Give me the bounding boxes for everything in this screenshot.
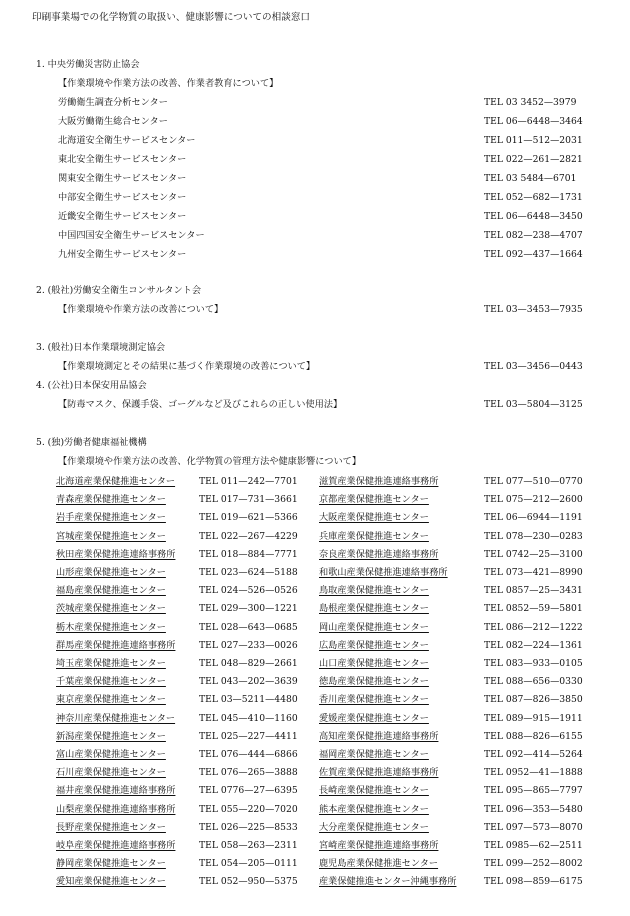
center-link[interactable]: 和歌山産業保健推進連絡事務所 <box>319 567 448 578</box>
center-tel: TEL 043—202—3639 <box>199 676 298 688</box>
center-tel: TEL 022—267—4229 <box>199 530 298 542</box>
center-link[interactable]: 滋賀産業保健推進連絡事務所 <box>319 476 439 487</box>
center-link[interactable]: 茨城産業保健推進センター <box>56 603 166 615</box>
section-3-heading: 3. (般社)日本作業環境測定協会 <box>36 342 166 353</box>
office-name: 九州安全衛生サービスセンター <box>58 249 187 260</box>
center-link[interactable]: 兵庫産業保健推進センター <box>319 530 429 542</box>
center-link[interactable]: 熊本産業保健推進センター <box>319 803 429 815</box>
center-tel: TEL 087—826—3850 <box>484 694 583 706</box>
center-tel: TEL 026—225—8533 <box>199 821 298 833</box>
center-link[interactable]: 奈良産業保健推進連絡事務所 <box>319 548 439 560</box>
section-2-tel: TEL 03—3453—7935 <box>484 304 583 315</box>
center-tel: TEL 018—884—7771 <box>199 548 298 560</box>
office-name: 労働衛生調査分析センター <box>58 97 168 108</box>
center-link[interactable]: 埼玉産業保健推進センター <box>56 658 166 669</box>
center-tel: TEL 096—353—5480 <box>484 803 583 815</box>
center-tel: TEL 0776—27—6395 <box>199 785 298 797</box>
center-tel: TEL 077—510—0770 <box>484 476 583 487</box>
section-4-note: 【防毒マスク、保護手袋、ゴーグルなど及びこれらの正しい使用法】 <box>58 399 343 410</box>
center-link[interactable]: 千葉産業保健推進センター <box>56 676 166 688</box>
center-link[interactable]: 愛媛産業保健推進センター <box>319 712 429 724</box>
center-link[interactable]: 佐賀産業保健推進連絡事務所 <box>319 767 439 779</box>
center-link[interactable]: 大阪産業保健推進センター <box>319 512 429 524</box>
center-link[interactable]: 岡山産業保健推進センター <box>319 621 429 633</box>
center-link[interactable]: 長崎産業保健推進センター <box>319 785 429 797</box>
office-name: 中国四国安全衛生サービスセンター <box>58 230 205 241</box>
center-tel: TEL 025—227—4411 <box>199 730 298 742</box>
center-tel: TEL 011—242—7701 <box>199 476 298 487</box>
center-link[interactable]: 愛知産業保健推進センター <box>56 876 166 888</box>
center-link[interactable]: 富山産業保健推進センター <box>56 749 166 760</box>
center-tel: TEL 095—865—7797 <box>484 785 583 797</box>
center-tel: TEL 088—826—6155 <box>484 730 583 742</box>
center-link[interactable]: 神奈川産業保健推進センター <box>56 712 176 724</box>
office-name: 中部安全衛生サービスセンター <box>58 192 187 203</box>
office-name: 北海道安全衛生サービスセンター <box>58 135 196 146</box>
center-link[interactable]: 群馬産業保健推進連絡事務所 <box>56 639 176 651</box>
center-tel: TEL 019—621—5366 <box>199 512 298 524</box>
section-2-note: 【作業環境や作業方法の改善について】 <box>58 304 224 315</box>
center-tel: TEL 088—656—0330 <box>484 676 583 688</box>
center-tel: TEL 048—829—2661 <box>199 658 298 669</box>
office-tel: TEL 03 5484—6701 <box>484 173 577 184</box>
section-3-note: 【作業環境測定とその結果に基づく作業環境の改善について】 <box>58 361 316 372</box>
center-tel: TEL 0742—25—3100 <box>484 548 583 560</box>
center-link[interactable]: 長野産業保健推進センター <box>56 821 166 833</box>
office-name: 東北安全衛生サービスセンター <box>58 154 187 165</box>
center-link[interactable]: 鳥取産業保健推進センター <box>319 585 429 597</box>
center-link[interactable]: 東京産業保健推進センター <box>56 694 166 706</box>
center-tel: TEL 097—573—8070 <box>484 821 583 833</box>
center-tel: TEL 027—233—0026 <box>199 639 298 651</box>
center-link[interactable]: 静岡産業保健推進センター <box>56 858 166 870</box>
center-link[interactable]: 山口産業保健推進センター <box>319 658 429 669</box>
center-link[interactable]: 徳島産業保健推進センター <box>319 676 429 688</box>
office-tel: TEL 022—261—2821 <box>484 154 583 165</box>
center-tel: TEL 086—212—1222 <box>484 621 583 633</box>
center-link[interactable]: 香川産業保健推進センター <box>319 694 429 706</box>
center-link[interactable]: 広島産業保健推進センター <box>319 639 429 651</box>
office-name: 近畿安全衛生サービスセンター <box>58 211 187 222</box>
center-link[interactable]: 宮崎産業保健推進連絡事務所 <box>319 840 439 851</box>
section-1-heading: 1. 中央労働災害防止協会 <box>36 59 140 70</box>
center-link[interactable]: 宮城産業保健推進センター <box>56 530 166 542</box>
center-tel: TEL 0985—62—2511 <box>484 840 583 851</box>
center-link[interactable]: 産業保健推進センター沖縄事務所 <box>319 876 457 888</box>
center-link[interactable]: 岩手産業保健推進センター <box>56 512 166 524</box>
section-2-heading: 2. (般社)労働安全衛生コンサルタント会 <box>36 285 202 296</box>
office-tel: TEL 06—6448—3464 <box>484 116 583 127</box>
office-tel: TEL 03 3452—3979 <box>484 97 577 108</box>
center-tel: TEL 078—230—0283 <box>484 530 583 542</box>
section-4-heading: 4. (公社)日本保安用品協会 <box>36 380 147 391</box>
center-link[interactable]: 新潟産業保健推進センター <box>56 730 166 742</box>
center-tel: TEL 055—220—7020 <box>199 803 298 815</box>
section-4-tel: TEL 03—5804—3125 <box>484 399 583 410</box>
office-tel: TEL 011—512—2031 <box>484 135 583 146</box>
center-tel: TEL 03—5211—4480 <box>199 694 298 706</box>
center-tel: TEL 089—915—1911 <box>484 712 583 724</box>
center-tel: TEL 082—224—1361 <box>484 639 583 651</box>
center-tel: TEL 083—933—0105 <box>484 658 583 669</box>
center-link[interactable]: 岐阜産業保健推進連絡事務所 <box>56 840 176 851</box>
center-link[interactable]: 大分産業保健推進センター <box>319 821 429 833</box>
center-link[interactable]: 青森産業保健推進センター <box>56 494 166 506</box>
center-link[interactable]: 福島産業保健推進センター <box>56 585 166 597</box>
office-tel: TEL 092—437—1664 <box>484 249 583 260</box>
center-link[interactable]: 北海道産業保健推進センター <box>56 476 176 487</box>
center-tel: TEL 017—731—3661 <box>199 494 298 506</box>
center-tel: TEL 054—205—0111 <box>199 858 298 870</box>
center-tel: TEL 073—421—8990 <box>484 567 583 578</box>
center-tel: TEL 045—410—1160 <box>199 712 298 724</box>
office-tel: TEL 082—238—4707 <box>484 230 583 241</box>
center-link[interactable]: 栃木産業保健推進センター <box>56 621 166 633</box>
center-link[interactable]: 石川産業保健推進センター <box>56 767 166 779</box>
section-5-heading: 5. (独)労働者健康福祉機構 <box>36 437 147 448</box>
page-title: 印刷事業場での化学物質の取扱い、健康影響についての相談窓口 <box>32 12 311 23</box>
center-link[interactable]: 高知産業保健推進連絡事務所 <box>319 730 439 742</box>
center-tel: TEL 028—643—0685 <box>199 621 298 633</box>
center-tel: TEL 023—624—5188 <box>199 567 298 578</box>
center-link[interactable]: 山梨産業保健推進連絡事務所 <box>56 803 176 815</box>
center-tel: TEL 076—265—3888 <box>199 767 298 779</box>
center-link[interactable]: 鹿児島産業保健推進センター <box>319 858 439 870</box>
center-tel: TEL 029—300—1221 <box>199 603 298 615</box>
center-tel: TEL 052—950—5375 <box>199 876 298 888</box>
office-name: 大阪労働衛生総合センター <box>58 116 168 127</box>
section-1-note: 【作業環境や作業方法の改善、作業者教育について】 <box>58 78 279 89</box>
office-tel: TEL 052—682—1731 <box>484 192 583 203</box>
center-tel: TEL 092—414—5264 <box>484 749 583 760</box>
section-3-tel: TEL 03—3456—0443 <box>484 361 583 372</box>
center-tel: TEL 0857—25—3431 <box>484 585 583 597</box>
center-link[interactable]: 福岡産業保健推進センター <box>319 749 429 760</box>
center-link[interactable]: 島根産業保健推進センター <box>319 603 429 615</box>
center-tel: TEL 075—212—2600 <box>484 494 583 506</box>
center-tel: TEL 024—526—0526 <box>199 585 298 597</box>
section-5-note: 【作業環境や作業方法の改善、化学物質の管理方法や健康影響について】 <box>58 456 362 467</box>
center-tel: TEL 099—252—8002 <box>484 858 583 870</box>
center-link[interactable]: 秋田産業保健推進連絡事務所 <box>56 548 176 560</box>
center-tel: TEL 0952—41—1888 <box>484 767 583 779</box>
office-name: 関東安全衛生サービスセンター <box>58 173 187 184</box>
center-tel: TEL 098—859—6175 <box>484 876 583 888</box>
center-link[interactable]: 福井産業保健推進連絡事務所 <box>56 785 176 797</box>
office-tel: TEL 06—6448—3450 <box>484 211 583 222</box>
center-link[interactable]: 山形産業保健推進センター <box>56 567 166 578</box>
center-tel: TEL 0852—59—5801 <box>484 603 583 615</box>
center-tel: TEL 058—263—2311 <box>199 840 298 851</box>
center-tel: TEL 076—444—6866 <box>199 749 298 760</box>
center-link[interactable]: 京都産業保健推進センター <box>319 494 429 506</box>
center-tel: TEL 06—6944—1191 <box>484 512 583 524</box>
